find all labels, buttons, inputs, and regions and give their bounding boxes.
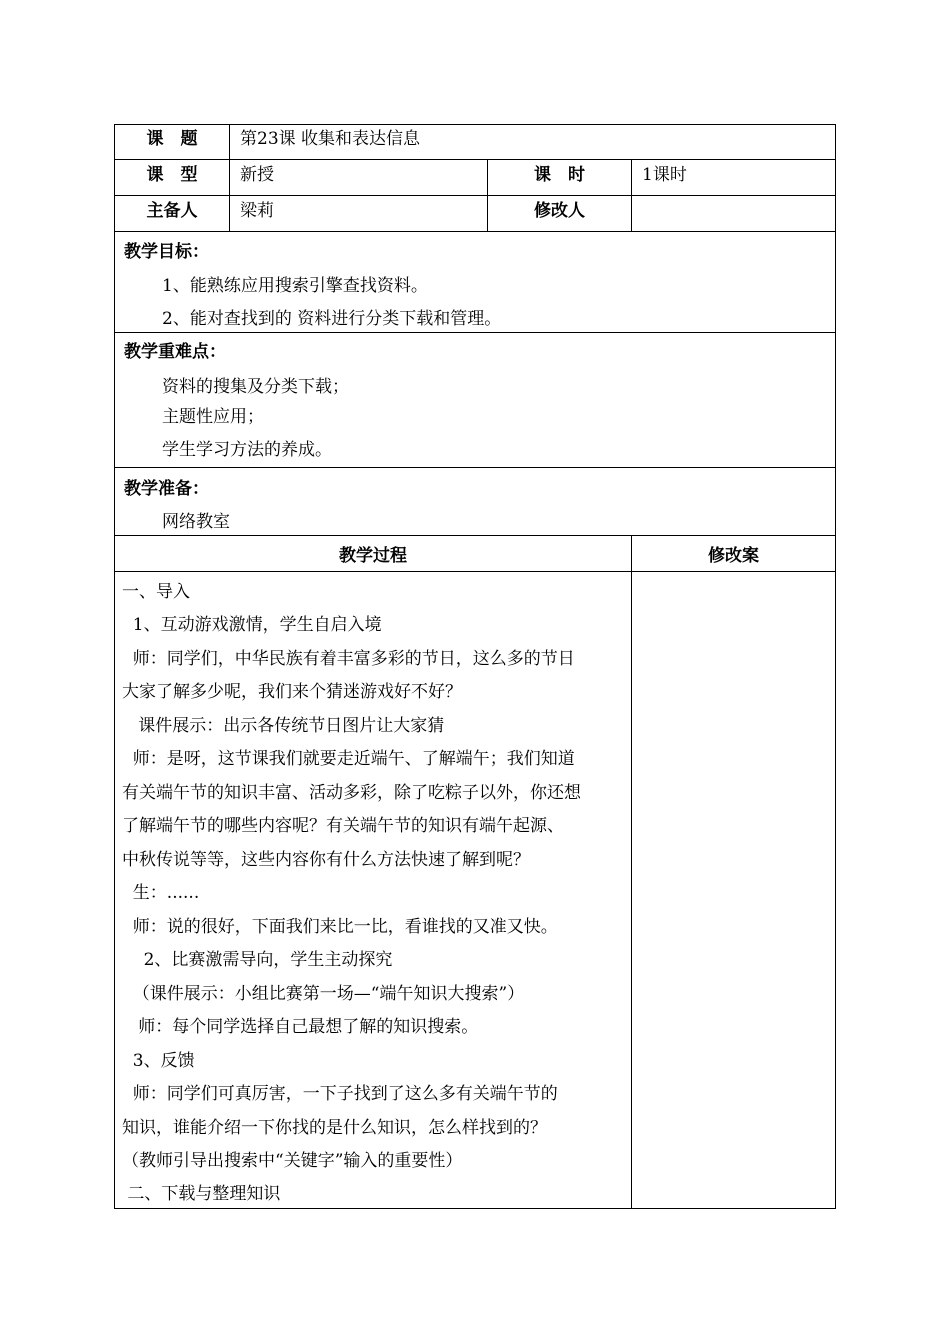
table-border-top <box>114 124 836 125</box>
process-line: 师：每个同学选择自己最想了解的知识搜索。 <box>122 1017 479 1037</box>
col-divider <box>631 535 632 1209</box>
process-line: 师：同学们可真厉害，一下子找到了这么多有关端午节的 <box>122 1084 558 1104</box>
goal-item: 1、能熟练应用搜索引擎查找资料。 <box>162 276 428 296</box>
process-line: 二、下载与整理知识 <box>122 1184 281 1204</box>
row-divider <box>114 535 836 536</box>
process-line: 大家了解多少呢，我们来个猜迷游戏好不好？ <box>122 682 462 702</box>
row-divider <box>114 332 836 333</box>
process-line: 课件展示：出示各传统节日图片让大家猜 <box>122 716 445 736</box>
topic-label: 课 题 <box>146 129 198 149</box>
process-line: （课件展示：小组比赛第一场—“端午知识大搜索”） <box>122 984 525 1004</box>
goals-title: 教学目标： <box>124 242 209 262</box>
col-divider <box>631 159 632 232</box>
row-divider <box>114 571 836 572</box>
table-border-left <box>114 124 115 1209</box>
process-line: 中秋传说等等，这些内容你有什么方法快速了解到呢？ <box>122 850 530 870</box>
process-line: 师：同学们，中华民族有着丰富多彩的节日，这么多的节日 <box>122 649 575 669</box>
key-point-item: 资料的搜集及分类下载； <box>162 377 349 397</box>
key-point-item: 学生学习方法的养成。 <box>162 440 332 460</box>
row-divider <box>114 159 836 160</box>
process-line: 生：...... <box>122 883 200 903</box>
process-line: （教师引导出搜索中“关键字”输入的重要性） <box>122 1151 463 1171</box>
process-line: 了解端午节的哪些内容呢？有关端午节的知识有端午起源、 <box>122 816 564 836</box>
process-line: 一、导入 <box>122 582 190 602</box>
type-value: 新授 <box>240 165 274 185</box>
revision-column-header: 修改案 <box>708 546 759 566</box>
row-divider <box>114 231 836 232</box>
hours-value: 1课时 <box>642 165 687 185</box>
type-label: 课 型 <box>146 165 198 185</box>
modifier-label: 修改人 <box>534 201 585 221</box>
row-divider <box>114 467 836 468</box>
key-point-item: 主题性应用； <box>162 407 264 427</box>
preparer-label: 主备人 <box>146 201 198 221</box>
preparer-value: 梁莉 <box>240 201 274 221</box>
process-line: 师：说的很好，下面我们来比一比，看谁找的又准又快。 <box>122 917 558 937</box>
process-line: 2、比赛激需导向，学生主动探究 <box>122 950 393 970</box>
table-border-bottom <box>114 1208 836 1209</box>
preparation-title: 教学准备： <box>124 479 209 499</box>
preparation-item: 网络教室 <box>162 512 230 532</box>
table-border-right <box>835 124 836 1209</box>
process-line: 有关端午节的知识丰富、活动多彩，除了吃粽子以外，你还想 <box>122 783 581 803</box>
process-line: 知识，谁能介绍一下你找的是什么知识，怎么样找到的？ <box>122 1118 547 1138</box>
hours-label: 课 时 <box>534 165 585 185</box>
process-line: 3、反馈 <box>122 1051 195 1071</box>
goal-item: 2、能对查找到的 资料进行分类下载和管理。 <box>162 309 502 329</box>
col-divider <box>229 124 230 232</box>
key-points-title: 教学重难点： <box>124 342 226 362</box>
process-column-header: 教学过程 <box>339 546 407 566</box>
topic-value: 第23课 收集和表达信息 <box>240 129 421 149</box>
row-divider <box>114 195 836 196</box>
process-line: 师：是呀，这节课我们就要走近端午、了解端午；我们知道 <box>122 749 575 769</box>
process-line: 1、互动游戏激情，学生自启入境 <box>122 615 382 635</box>
